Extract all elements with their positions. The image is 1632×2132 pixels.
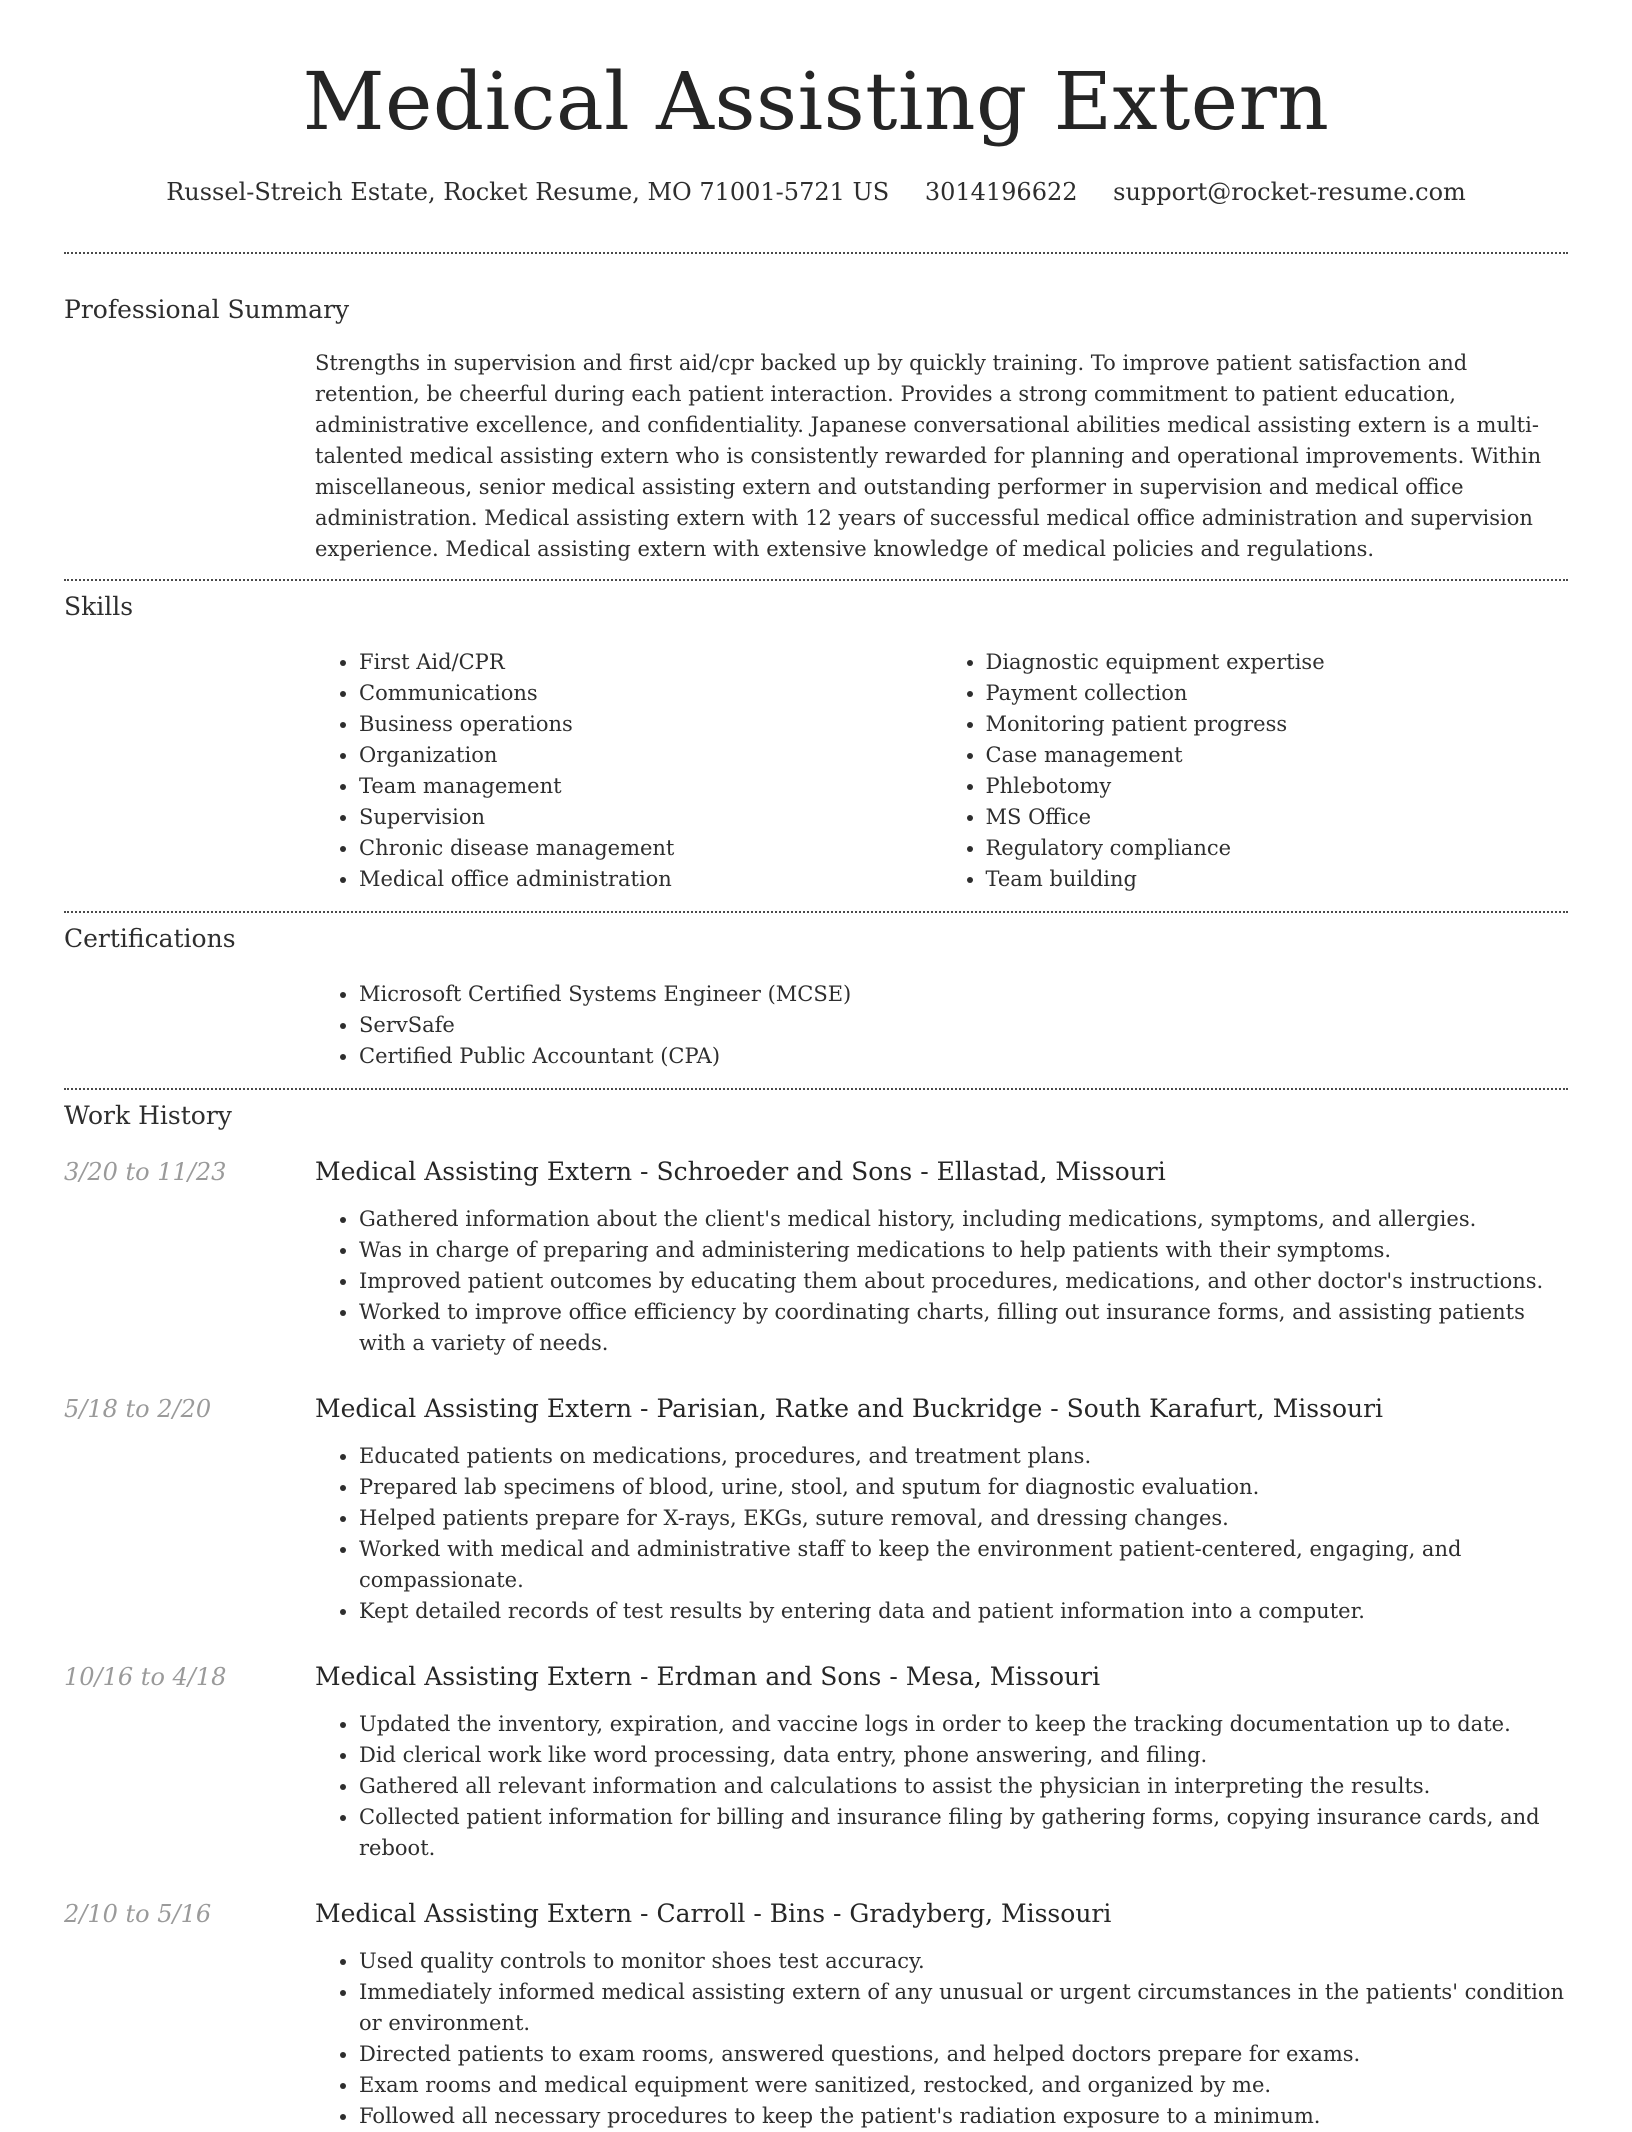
job-entry bbox=[64, 1393, 1568, 1627]
skill-item: • MS Office bbox=[986, 802, 1569, 833]
resume-name: Medical Assisting Extern bbox=[302, 55, 1330, 148]
skill-item: • Regulatory compliance bbox=[986, 833, 1569, 864]
skill-item: • Payment collection bbox=[986, 678, 1569, 709]
skill-item: • Business operations bbox=[359, 709, 942, 740]
skills-list-left bbox=[315, 647, 942, 895]
job-bullets bbox=[315, 1441, 1568, 1627]
section-title: Certifications bbox=[64, 924, 236, 953]
job-title: Medical Assisting Extern - Parisian, Ratke and Buckridge - South Karafurt, Missouri bbox=[315, 1394, 1384, 1423]
job-dates: 3/20 to 11/23 bbox=[64, 1158, 227, 1186]
job-bullets bbox=[315, 1946, 1568, 2132]
skill-item: • Medical office administration bbox=[359, 864, 942, 895]
job-bullets bbox=[315, 1204, 1568, 1359]
job-dates: 10/16 to 4/18 bbox=[64, 1663, 227, 1691]
section-title: Skills bbox=[64, 592, 134, 621]
skill-item: • Team building bbox=[986, 864, 1569, 895]
skill-item: • Monitoring patient progress bbox=[986, 709, 1569, 740]
job-bullet: • Prepared lab specimens of blood, urine, stool, and sputum for diagnostic evaluation. bbox=[359, 1472, 1568, 1503]
job-details bbox=[315, 1661, 1568, 1864]
skills-section bbox=[64, 581, 1568, 911]
skill-item: • Chronic disease management bbox=[359, 833, 942, 864]
job-bullet: • Kept detailed records of test results by entering data and patient information into a computer. bbox=[359, 1596, 1568, 1627]
job-bullet: • Was in charge of preparing and administering medications to help patients with their symptoms. bbox=[359, 1235, 1568, 1266]
certification-item: • Microsoft Certified Systems Engineer (MCSE) bbox=[359, 979, 1568, 1010]
skill-item: • First Aid/CPR bbox=[359, 647, 942, 678]
skill-item: • Organization bbox=[359, 740, 942, 771]
certifications-list bbox=[315, 979, 1568, 1072]
certifications-content bbox=[315, 955, 1568, 1088]
summary-section bbox=[64, 254, 1568, 579]
section-title: Professional Summary bbox=[64, 295, 350, 324]
job-dates: 5/18 to 2/20 bbox=[64, 1395, 212, 1423]
skill-item: • Case management bbox=[986, 740, 1569, 771]
skill-item: • Team management bbox=[359, 771, 942, 802]
contact-email: support@rocket-resume.com bbox=[1113, 178, 1466, 206]
job-bullet: • Improved patient outcomes by educating them about procedures, medications, and other doctor's instructions. bbox=[359, 1266, 1568, 1297]
job-details bbox=[315, 1898, 1568, 2132]
section-title: Work History bbox=[64, 1101, 232, 1130]
job-bullet: • Followed all necessary procedures to keep the patient's radiation exposure to a minimum. bbox=[359, 2101, 1568, 2132]
skill-item: • Phlebotomy bbox=[986, 771, 1569, 802]
job-bullets bbox=[315, 1709, 1568, 1864]
skill-item: • Diagnostic equipment expertise bbox=[986, 647, 1569, 678]
job-bullet: • Educated patients on medications, procedures, and treatment plans. bbox=[359, 1441, 1568, 1472]
job-bullet: • Helped patients prepare for X-rays, EKGs, suture removal, and dressing changes. bbox=[359, 1503, 1568, 1534]
job-bullet: • Worked with medical and administrative staff to keep the environment patient-centered, engaging, and compassionate. bbox=[359, 1534, 1568, 1596]
skill-item: • Communications bbox=[359, 678, 942, 709]
resume-page bbox=[64, 0, 1568, 2132]
contact-phone: 3014196622 bbox=[924, 178, 1078, 206]
job-bullet: • Immediately informed medical assisting extern of any unusual or urgent circumstances in the patients' condition or environment. bbox=[359, 1977, 1568, 2039]
certifications-section bbox=[64, 913, 1568, 1088]
job-bullet: • Gathered all relevant information and calculations to assist the physician in interpreting the results. bbox=[359, 1771, 1568, 1802]
job-entry bbox=[64, 1156, 1568, 1359]
skills-list-right bbox=[942, 647, 1569, 895]
summary-text: Strengths in supervision and first aid/cpr backed up by quickly training. To improve patient satisfaction and retention, be cheerful during each patient interaction. Provides a strong commitment to patient education, administrative excellence, and confidentiality. Japanese conversational abilities medical assisting extern is a multi-talented medical assisting extern who is consistently rewarded for planning and operational improvements. Within miscellaneous, senior medical assisting extern and outstanding performer in supervision and medical office administration. Medical assisting extern with 12 years of successful medical office administration and supervision experience. Medical assisting extern with extensive knowledge of medical policies and regulations. bbox=[315, 351, 1542, 561]
jobs-container bbox=[64, 1156, 1568, 2132]
job-title: Medical Assisting Extern - Erdman and Sons - Mesa, Missouri bbox=[315, 1662, 1101, 1691]
certification-item: • ServSafe bbox=[359, 1010, 1568, 1041]
job-details bbox=[315, 1156, 1568, 1359]
job-title: Medical Assisting Extern - Carroll - Bins - Gradyberg, Missouri bbox=[315, 1899, 1112, 1928]
job-bullet: • Directed patients to exam rooms, answered questions, and helped doctors prepare for exams. bbox=[359, 2039, 1568, 2070]
job-entry bbox=[64, 1661, 1568, 1864]
skills-columns bbox=[315, 623, 1568, 911]
job-bullet: • Collected patient information for billing and insurance filing by gathering forms, copying insurance cards, and reboot. bbox=[359, 1802, 1568, 1864]
job-bullet: • Worked to improve office efficiency by coordinating charts, filling out insurance forms, and assisting patients with a variety of needs. bbox=[359, 1297, 1568, 1359]
contact-line bbox=[64, 176, 1568, 208]
job-bullet: • Updated the inventory, expiration, and vaccine logs in order to keep the tracking documentation up to date. bbox=[359, 1709, 1568, 1740]
job-bullet: • Exam rooms and medical equipment were sanitized, restocked, and organized by me. bbox=[359, 2070, 1568, 2101]
work-history-section bbox=[64, 1090, 1568, 2132]
job-dates: 2/10 to 5/16 bbox=[64, 1900, 212, 1928]
job-entry bbox=[64, 1898, 1568, 2132]
job-bullet: • Gathered information about the client's medical history, including medications, symptoms, and allergies. bbox=[359, 1204, 1568, 1235]
job-title: Medical Assisting Extern - Schroeder and Sons - Ellastad, Missouri bbox=[315, 1157, 1166, 1186]
job-bullet: • Used quality controls to monitor shoes test accuracy. bbox=[359, 1946, 1568, 1977]
certification-item: • Certified Public Accountant (CPA) bbox=[359, 1041, 1568, 1072]
skill-item: • Supervision bbox=[359, 802, 942, 833]
job-bullet: • Did clerical work like word processing, data entry, phone answering, and filing. bbox=[359, 1740, 1568, 1771]
job-details bbox=[315, 1393, 1568, 1627]
contact-address: Russel-Streich Estate, Rocket Resume, MO 71001-5721 US bbox=[166, 178, 890, 206]
